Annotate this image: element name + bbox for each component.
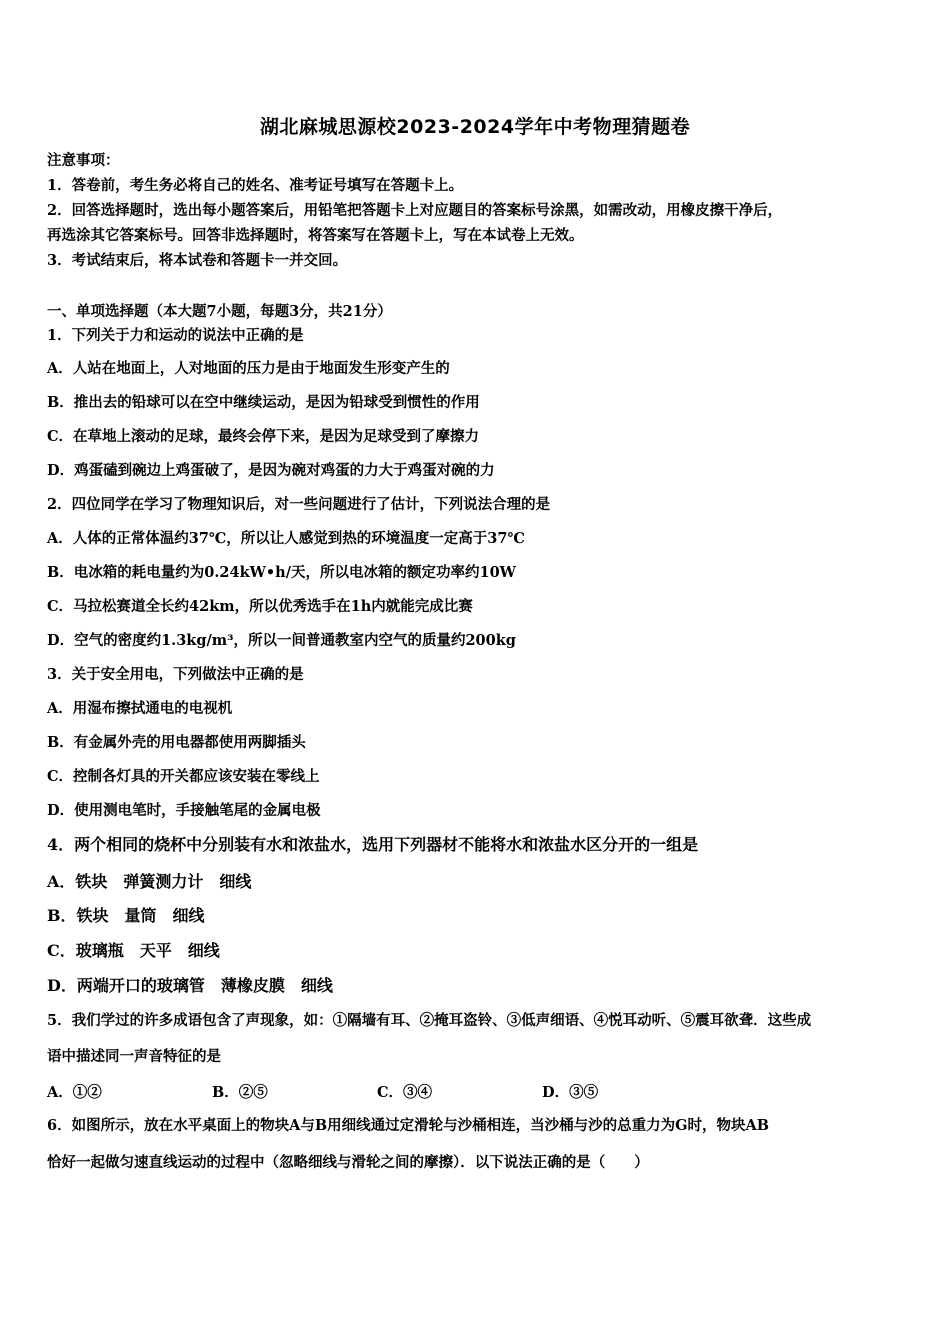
question-3-option-b: B．有金属外壳的用电器都使用两脚插头 xyxy=(47,734,306,751)
question-5-stem-line-1: 5．我们学过的许多成语包含了声现象，如：①隔墙有耳、②掩耳盗铃、③低声细语、④悦耳动听、⑤震耳欲聋．这些成 xyxy=(47,1012,812,1029)
question-5-options xyxy=(47,1081,667,1101)
question-2-stem: 2．四位同学在学习了物理知识后，对一些问题进行了估计，下列说法合理的是 xyxy=(47,496,551,513)
question-5-option-a: A．①② xyxy=(47,1084,102,1101)
section-heading: 一、单项选择题（本大题7小题，每题3分，共21分） xyxy=(47,303,392,320)
question-5-option-c: C．③④ xyxy=(377,1084,433,1101)
notice-item: 2．回答选择题时，选出每小题答案后，用铅笔把答题卡上对应题目的答案标号涂黑，如需改动，用橡皮擦干净后， xyxy=(47,202,783,219)
question-5-option-b: B．②⑤ xyxy=(212,1084,268,1101)
question-4-option-a: A．铁块 弹簧测力计 细线 xyxy=(47,872,252,891)
question-6-stem-line-1: 6．如图所示，放在水平桌面上的物块A与B用细线通过定滑轮与沙桶相连，当沙桶与沙的总重力为G时，物块AB xyxy=(47,1117,769,1134)
question-4-option-c: C．玻璃瓶 天平 细线 xyxy=(47,941,220,960)
question-5-option-d: D．③⑤ xyxy=(542,1084,599,1101)
question-4-option-d: D．两端开口的玻璃管 薄橡皮膜 细线 xyxy=(47,976,333,995)
question-3-option-c: C．控制各灯具的开关都应该安装在零线上 xyxy=(47,768,320,785)
question-1-option-c: C．在草地上滚动的足球，最终会停下来，是因为足球受到了摩擦力 xyxy=(47,428,480,445)
question-2-option-b: B．电冰箱的耗电量约为0.24kW•h/天，所以电冰箱的额定功率约10W xyxy=(47,564,516,581)
notice-item: 3．考试结束后，将本试卷和答题卡一并交回。 xyxy=(47,252,348,269)
question-2-option-c: C．马拉松赛道全长约42km，所以优秀选手在1h内就能完成比赛 xyxy=(47,598,473,615)
exam-title: 湖北麻城思源校2023-2024学年中考物理猜题卷 xyxy=(259,116,691,138)
notice-heading: 注意事项： xyxy=(47,152,120,169)
question-5-stem-line-2: 语中描述同一声音特征的是 xyxy=(47,1048,221,1065)
question-3-option-d: D．使用测电笔时，手接触笔尾的金属电极 xyxy=(47,802,321,819)
question-3-stem: 3．关于安全用电，下列做法中正确的是 xyxy=(47,666,304,683)
question-2-option-d: D．空气的密度约1.3kg/m³，所以一间普通教室内空气的质量约200kg xyxy=(47,632,516,649)
notice-item: 1．答卷前，考生务必将自己的姓名、准考证号填写在答题卡上。 xyxy=(47,177,464,194)
question-1-stem: 1．下列关于力和运动的说法中正确的是 xyxy=(47,327,304,344)
question-2-option-a: A．人体的正常体温约37℃，所以让人感觉到热的环境温度一定高于37℃ xyxy=(47,530,525,547)
question-3-option-a: A．用湿布擦拭通电的电视机 xyxy=(47,700,233,717)
question-1-option-d: D．鸡蛋磕到碗边上鸡蛋破了，是因为碗对鸡蛋的力大于鸡蛋对碗的力 xyxy=(47,462,495,479)
question-6-stem-line-2: 恰好一起做匀速直线运动的过程中（忽略细线与滑轮之间的摩擦）．以下说法正确的是（ ） xyxy=(47,1154,649,1171)
question-4-option-b: B．铁块 量筒 细线 xyxy=(47,906,205,925)
question-1-option-b: B．推出去的铅球可以在空中继续运动，是因为铅球受到惯性的作用 xyxy=(47,394,480,411)
question-1-option-a: A．人站在地面上，人对地面的压力是由于地面发生形变产生的 xyxy=(47,360,450,377)
question-4-stem: 4．两个相同的烧杯中分别装有水和浓盐水，选用下列器材不能将水和浓盐水区分开的一组是 xyxy=(47,835,699,854)
notice-item: 再选涂其它答案标号。回答非选择题时，将答案写在答题卡上，写在本试卷上无效。 xyxy=(47,227,584,244)
